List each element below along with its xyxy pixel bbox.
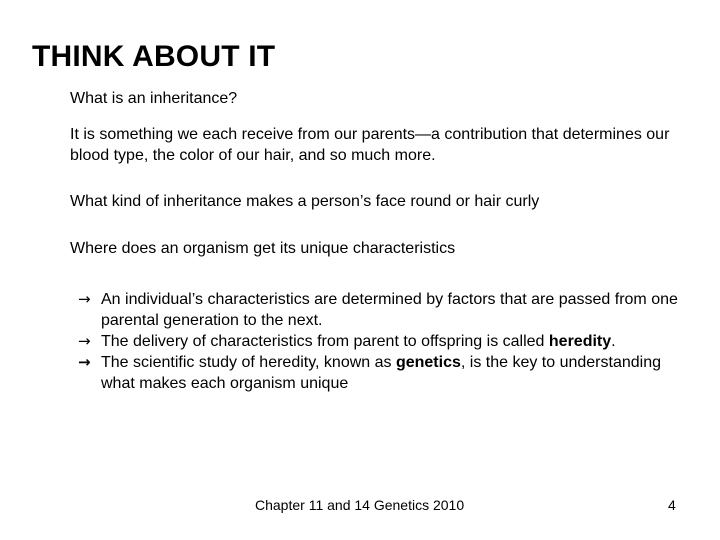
bullet-text: An individual’s characteristics are determined by factors that are passed from one parental generation to the next. xyxy=(101,291,678,329)
bullet-item xyxy=(78,352,678,394)
bullet-text: The scientific study of heredity, known as xyxy=(101,354,396,371)
bullet-item xyxy=(78,289,678,331)
right-arrow-icon: → xyxy=(78,332,91,350)
right-arrow-icon: → xyxy=(78,353,91,371)
bullet-item xyxy=(78,331,678,352)
page-number: 4 xyxy=(668,497,676,513)
slide-title: THINK ABOUT IT xyxy=(32,40,276,73)
inheritance-question: What kind of inheritance makes a person’s face round or hair curly xyxy=(70,193,540,210)
right-arrow-icon: → xyxy=(78,290,91,308)
bullet-text-end: . xyxy=(611,333,616,350)
bullet-list xyxy=(78,289,678,394)
characteristics-question: Where does an organism get its unique characteristics xyxy=(70,240,456,257)
inheritance-definition: It is something we each receive from our parents—a contribution that determines our blood type, the color of our hair, and so much more. xyxy=(70,126,670,164)
slide-footer: Chapter 11 and 14 Genetics 2010 xyxy=(255,497,465,513)
bullet-text: The delivery of characteristics from parent to offspring is called xyxy=(101,333,549,350)
question-heading: What is an inheritance? xyxy=(70,90,238,107)
bullet-text-end: , is the key to understanding what makes each organism unique xyxy=(101,354,661,392)
heredity-term: heredity xyxy=(548,333,612,350)
genetics-term: genetics xyxy=(395,354,461,371)
